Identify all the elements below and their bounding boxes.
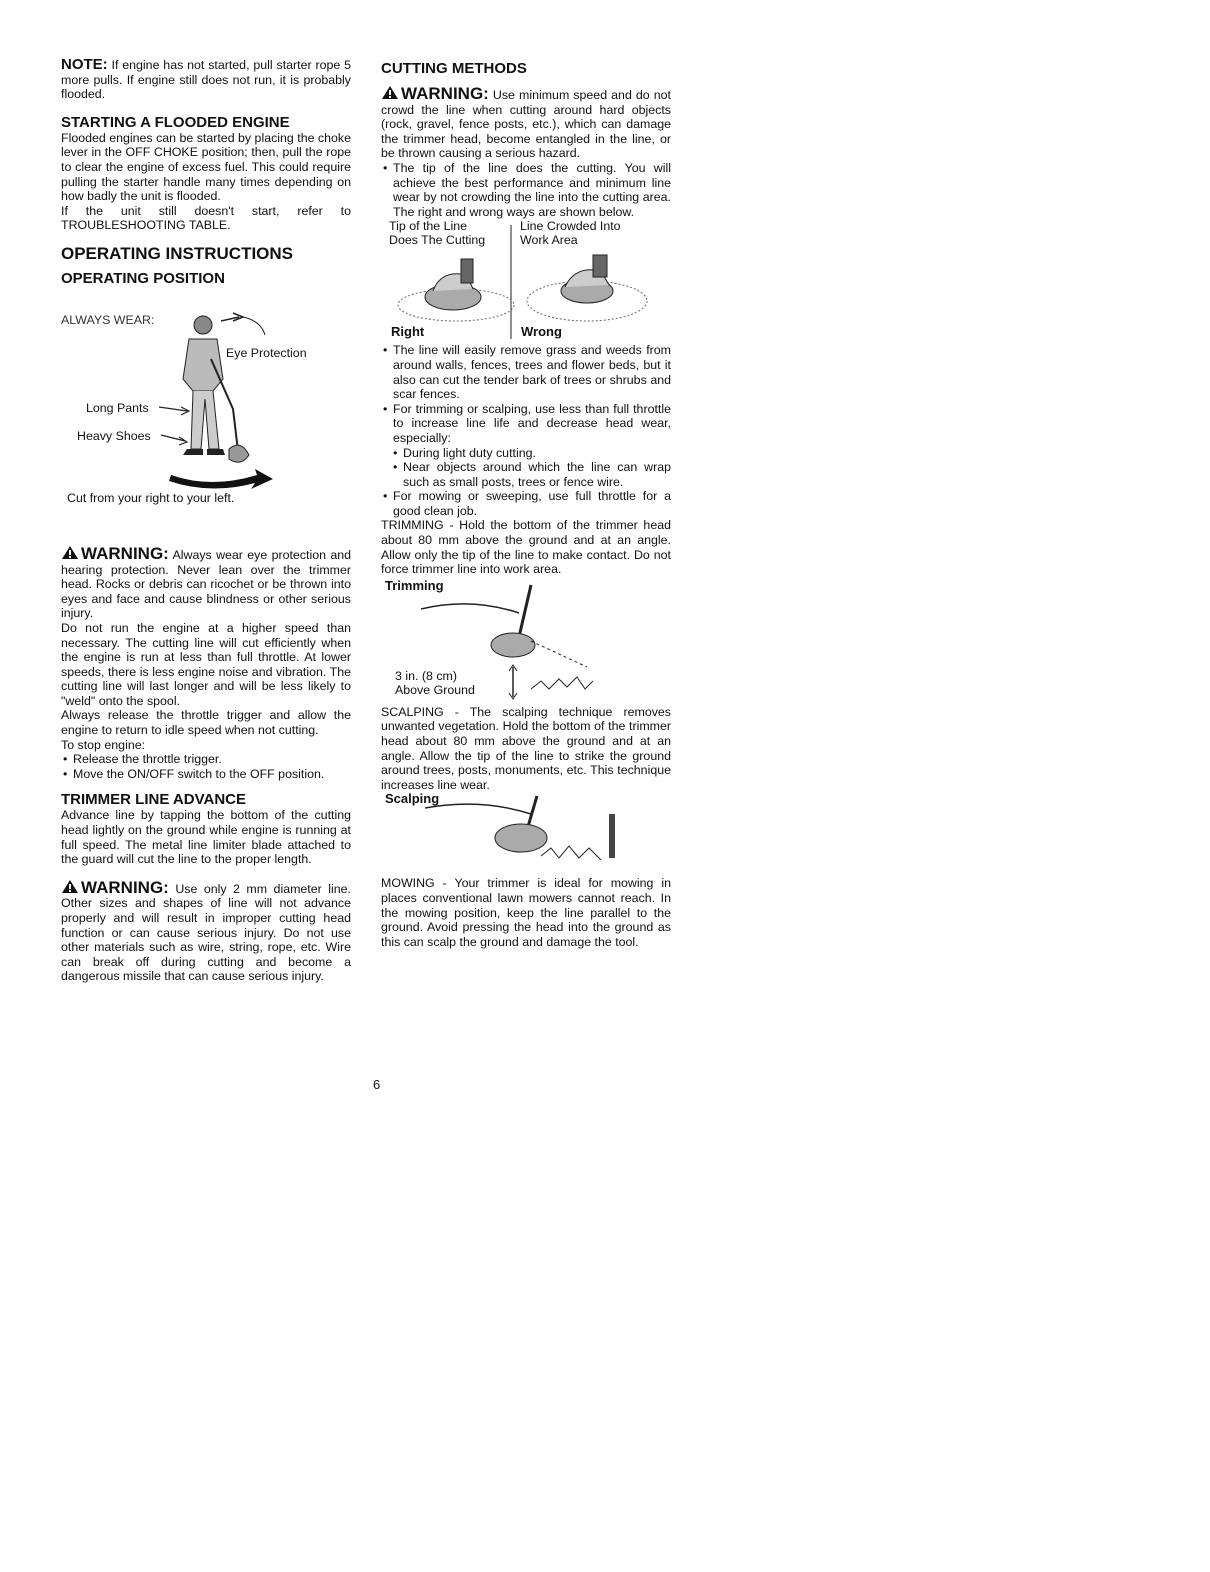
scalping-paragraph: SCALPING - The scalping technique removes unwanted vegetation. Hold the bottom of the trimmer head about 80 mm above the ground and at an angle. Allow the tip of the line to strike the ground around trees, posts, monuments, etc. This technique increases line wear. [381, 704, 671, 792]
mowing-tip-list [381, 489, 671, 518]
flooded-paragraph-1: Flooded engines can be started by placing the choke lever in the OFF CHOKE position; then, pull the rope to clear the engine of excess fuel. This could require pulling the starter handle many times depending on how badly the unit is flooded. [61, 130, 352, 204]
scalping-label: Scalping [385, 791, 440, 807]
warning-cutting-paragraph [381, 85, 671, 161]
list-item: • The tip of the line does the cutting. You will achieve the best performance and minimum line wear by not crowding the line into the cutting area. The right and wrong ways are shown below. [393, 161, 671, 219]
stop-engine-list [61, 752, 351, 781]
cutting-methods-heading: CUTTING METHODS [381, 60, 527, 77]
eye-protection-label: Eye Protection [226, 345, 307, 360]
list-item: • The line will easily remove grass and weeds from around walls, fences, trees and flower beds, but it also can cut the tender bark of trees or shrubs and scar fences. [393, 343, 671, 401]
warning-label: WARNING: [401, 84, 489, 103]
list-item: • Near objects around which the line can wrap such as small posts, trees or fence wire. [403, 460, 671, 489]
warning-text: Use minimum speed and do not crowd the line when cutting around hard objects (rock, gravel, fence posts, etc.), which can damage the trimmer head, become entangled in the line, or be thrown causing a serious hazard. [381, 88, 671, 161]
page-number: 6 [373, 1077, 381, 1092]
warning-label: WARNING: [81, 877, 169, 897]
always-wear-label: ALWAYS WEAR: [61, 312, 155, 327]
scalping-illustration [381, 792, 671, 876]
mowing-paragraph: MOWING - Your trimmer is ideal for mowing in places conventional lawn mowers cannot reach. In the mowing position, keep the line parallel to the ground. Avoid pressing the head into the ground as this can scalp the ground and damage the tool. [381, 876, 671, 949]
tip-list [381, 161, 671, 219]
scalping-figure [381, 792, 671, 876]
list-item: • Move the ON/OFF switch to the OFF position. [73, 767, 351, 782]
list-item: • For mowing or sweeping, use full throttle for a good clean job. [393, 489, 671, 518]
throttle-sub-list [381, 446, 671, 490]
operating-instructions-heading: OPERATING INSTRUCTIONS [61, 243, 294, 263]
warning-line-paragraph [61, 879, 351, 984]
line-advance-heading: TRIMMER LINE ADVANCE [61, 791, 246, 809]
operating-position-figure [61, 299, 351, 529]
line-advance-paragraph: Advance line by tapping the bottom of the cutting head lightly on the ground while engine is running at full speed. The metal line limiter blade attached to the guard will cut the line to the proper length. [61, 808, 351, 867]
warning-text: Use only 2 mm diameter line. Other sizes and shapes of line will not advance properly and will result in improper cutting head function or can cause serious injury. Do not use other materials such as wire, string, rope, etc. Wire can break off during cutting and become a dangerous missile that can cause serious injury. [61, 881, 351, 984]
trimming-figure [381, 577, 671, 705]
release-paragraph: Always release the throttle trigger and allow the engine to return to idle speed when not cutting. [61, 708, 351, 738]
operating-position-heading: OPERATING POSITION [61, 269, 225, 287]
list-item: • Release the throttle trigger. [73, 752, 351, 767]
warning-icon [381, 85, 399, 100]
warning-icon [61, 879, 79, 894]
line-crowded-label: Line Crowded Into Work Area [520, 219, 621, 248]
cut-direction-caption: Cut from your right to your left. [67, 490, 235, 505]
note-text: If engine has not started, pull starter rope 5 more pulls. If engine still does not run, it is probably flooded. [61, 58, 351, 102]
right-wrong-figure [381, 219, 671, 343]
note-paragraph [61, 58, 351, 102]
warning-text: Always wear eye protection and hearing protection. Never lean over the trimmer head. Rocks or debris can ricochet or be thrown into eyes and face and cause blindness or other serious injury. [61, 547, 351, 621]
heavy-shoes-label: Heavy Shoes [77, 428, 151, 443]
stop-engine-paragraph: To stop engine: [61, 737, 146, 752]
flooded-paragraph-2: If the unit still doesn't start, refer to TROUBLESHOOTING TABLE. [61, 203, 351, 233]
trimming-paragraph: TRIMMING - Hold the bottom of the trimmer head about 80 mm above the ground and at an angle. Allow only the tip of the line to make contact. Do not force trimmer line into work area. [381, 518, 671, 577]
trimming-label: Trimming [385, 577, 444, 593]
list-item: • For trimming or scalping, use less than full throttle to increase line life and decrease head wear, especially: [393, 402, 671, 446]
warning-icon [61, 545, 79, 560]
cutting-tips-list [381, 343, 671, 445]
left-column [61, 58, 351, 984]
warning-eye-paragraph [61, 545, 351, 621]
height-label: 3 in. (8 cm) Above Ground [395, 668, 475, 697]
speed-paragraph: Do not run the engine at a higher speed than necessary. The cutting line will cut efficiently when the engine is run at less than full throttle. At lower speeds, there is less engine noise and vibration. The cutting line will last longer and will be less likely to "weld" onto the spool. [61, 620, 351, 708]
note-label: NOTE: [61, 56, 108, 73]
long-pants-label: Long Pants [86, 400, 149, 415]
list-item: • During light duty cutting. [403, 446, 671, 461]
right-column [381, 60, 671, 949]
operator-illustration [61, 299, 351, 499]
warning-label: WARNING: [81, 543, 169, 563]
wrong-label: Wrong [521, 324, 562, 340]
flooded-heading: STARTING A FLOODED ENGINE [61, 113, 290, 131]
right-label: Right [391, 324, 425, 340]
tip-cutting-label: Tip of the Line Does The Cutting [389, 219, 486, 248]
